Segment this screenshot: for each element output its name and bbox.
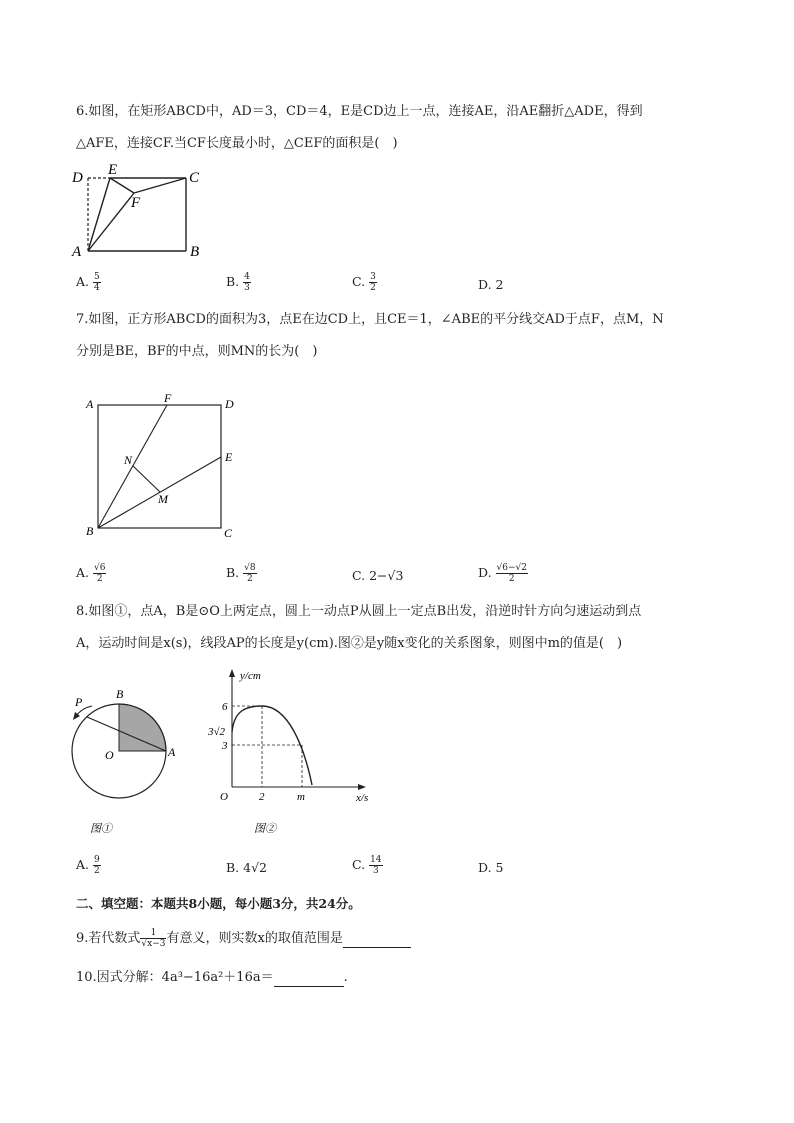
q8-option-a[interactable]: A. $\frac{9}{2}$ <box>76 855 100 876</box>
q8-text-line2: A，运动时间是x(s)，线段AP的长度是y(cm).图②是y随x变化的关系图象，则图中m的值是( ) <box>76 636 623 651</box>
q8-curve <box>232 706 312 785</box>
q7-option-a[interactable]: A. $\frac{√6}{2}$ <box>76 563 106 584</box>
q6-label-c: C <box>189 170 200 186</box>
q8-option-b[interactable]: B. 4√2 <box>226 860 268 875</box>
q7-label-a: A <box>86 397 94 411</box>
q9-suffix: 有意义，则实数x的取值范围是 <box>166 931 343 946</box>
q8-y-axis-label: y/cm <box>240 670 261 682</box>
section-fill-in-heading: 二、填空题：本题共8小题，每小题3分，共24分。 <box>76 896 361 911</box>
q7-square-abcd <box>98 405 221 528</box>
q6-rectangle-figure <box>66 160 216 260</box>
q7-square-figure <box>84 390 244 540</box>
q8-caption-fig2: 图② <box>254 823 276 835</box>
q9-fraction: $\frac{1}{√x-3}$ <box>141 928 166 949</box>
q6-segment-fc <box>134 178 186 193</box>
q10-expression: 10.因式分解：4a³−16a²＋16a＝ <box>76 970 274 985</box>
q6-segment-ae <box>88 178 110 251</box>
q8-text-line1: 8.如图①，点A，B是⊙O上两定点，圆上一动点P从圆上一定点B出发，沿逆时针方向匀速运动到点 <box>76 604 642 619</box>
q8-option-d[interactable]: D. 5 <box>478 860 504 875</box>
q7-option-d[interactable]: D. $\frac{√6-√2}{2}$ <box>478 563 528 584</box>
q6-label-f: F <box>131 195 141 211</box>
q8-tick-y3: 3 <box>222 740 228 752</box>
q6-text-line2: △AFE，连接CF.当CF长度最小时，△CEF的面积是( ) <box>76 136 398 151</box>
q8-x-axis-arrow <box>358 784 366 790</box>
q8-x-axis-label: x/s <box>356 792 369 804</box>
q8-y-axis-arrow <box>229 669 235 677</box>
q7-label-f: F <box>164 391 172 405</box>
q7-label-n: N <box>124 453 133 467</box>
q8-tick-x2: 2 <box>259 791 265 803</box>
q8-origin-label: O <box>220 791 228 803</box>
q6-text-line1: 6.如图，在矩形ABCD中，AD＝3，CD＝4，E是CD边上一点，连接AE，沿AE翻折△ADE，得到 <box>76 104 643 119</box>
q6-segment-af <box>88 193 134 251</box>
q7-segment-bf <box>98 405 167 528</box>
q7-option-b[interactable]: B. $\frac{√8}{2}$ <box>226 563 256 584</box>
q8-circle-figure <box>60 680 200 840</box>
q8-label-b: B <box>116 687 124 701</box>
q6-option-b[interactable]: B. $\frac{4}{3}$ <box>226 272 250 293</box>
q8-label-o: O <box>105 748 114 762</box>
q6-label-e: E <box>108 162 118 178</box>
q8-option-c[interactable]: C. $\frac{14}{3}$ <box>352 855 382 876</box>
q10-answer-blank[interactable] <box>274 970 344 987</box>
q6-label-d: D <box>72 170 83 186</box>
q7-label-c: C <box>224 526 233 540</box>
q9-answer-blank[interactable] <box>343 931 411 948</box>
q6-segment-ef <box>110 178 134 193</box>
q10-text <box>76 970 348 987</box>
q8-tick-y6: 6 <box>222 701 228 713</box>
q9-prefix: 9.若代数式 <box>76 931 141 946</box>
q7-label-e: E <box>225 450 233 464</box>
q6-option-d[interactable]: D. 2 <box>478 277 504 292</box>
q8-caption-fig1: 图① <box>90 823 112 835</box>
q6-label-b: B <box>190 244 200 260</box>
q7-text-line1: 7.如图，正方形ABCD的面积为3，点E在边CD上，且CE＝1，∠ABE的平分线交AD于点F，点M，N <box>76 312 664 327</box>
q6-option-c[interactable]: C. $\frac{3}{2}$ <box>352 272 376 293</box>
q7-label-m: M <box>158 492 168 506</box>
q8-tick-y3r2: 3√2 <box>208 726 226 738</box>
q9-text <box>76 928 411 949</box>
q6-label-a: A <box>72 244 82 260</box>
q8-shaded-sector <box>119 704 166 751</box>
q7-text-line2: 分别是BE，BF的中点，则MN的长为( ) <box>76 344 318 359</box>
q8-label-a: A <box>168 745 176 759</box>
q7-segment-mn <box>133 466 160 492</box>
q7-label-b: B <box>86 524 94 538</box>
q8-label-p: P <box>75 695 83 709</box>
q6-option-a[interactable]: A. $\frac{5}{4}$ <box>76 272 100 293</box>
q10-end-period: . <box>343 970 348 985</box>
q7-label-d: D <box>225 397 234 411</box>
q8-tick-xm: m <box>297 791 305 803</box>
q7-option-c[interactable]: C. 2−√3 <box>352 568 404 583</box>
q8-graph-figure <box>200 662 390 842</box>
